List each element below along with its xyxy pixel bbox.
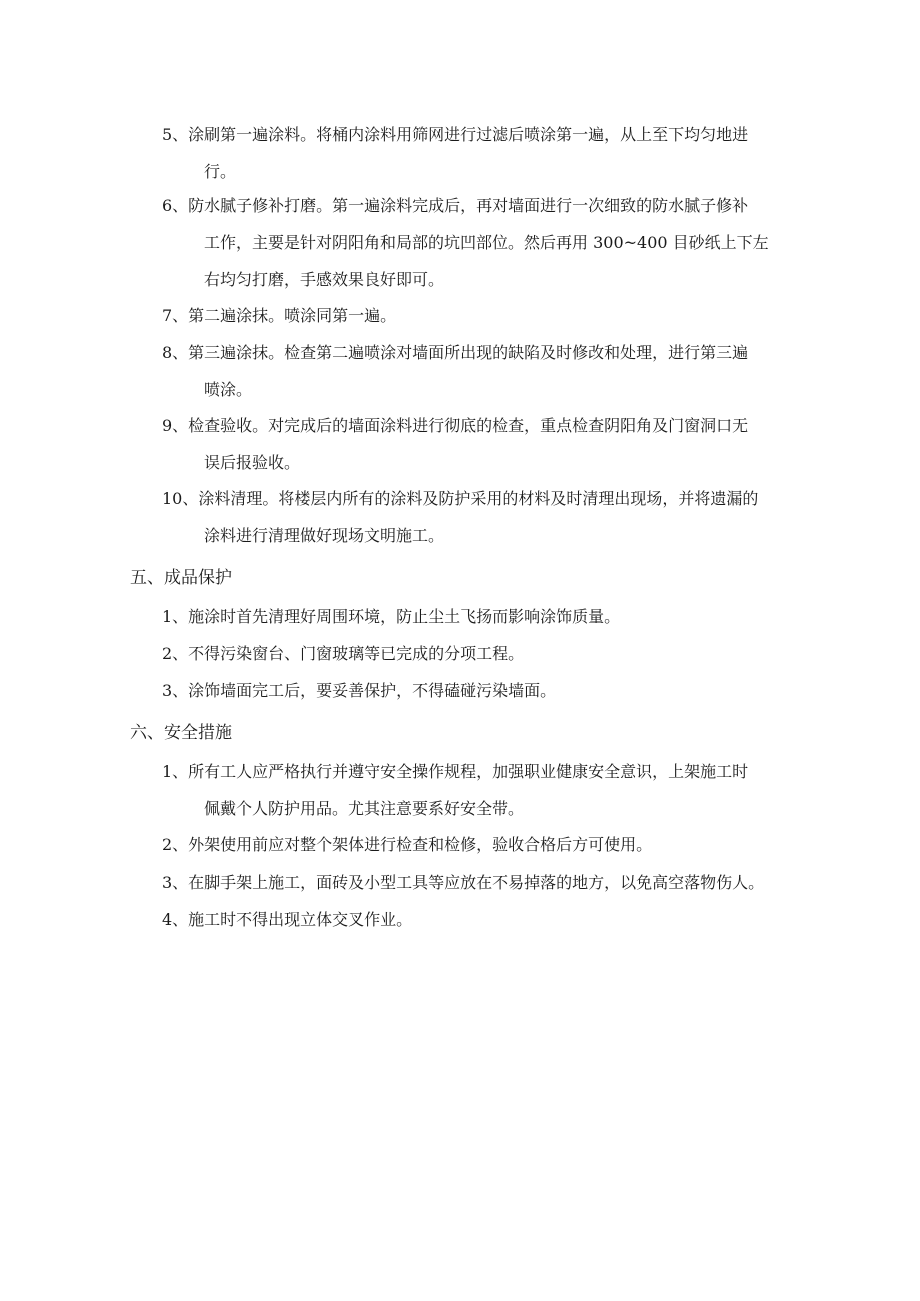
step-6-line-3: 右均匀打磨，手感效果良好即可。: [204, 270, 445, 289]
section-5-heading: 五、成品保护: [130, 568, 232, 588]
step-9-line-1: 9、检查验收。对完成后的墙面涂料进行彻底的检查，重点检查阴阳角及门窗洞口无: [162, 416, 749, 435]
section-6-item-1-line-1: 1、所有工人应严格执行并遵守安全操作规程，加强职业健康安全意识，上架施工时: [162, 762, 749, 781]
section-5-item-2-text: 2、不得污染窗台、门窗玻璃等已完成的分项工程。: [162, 644, 525, 663]
section-6-item-2: [162, 826, 652, 863]
step-5-line-1: 5、涂刷第一遍涂料。将桶内涂料用筛网进行过滤后喷涂第一遍，从上至下均匀地进: [162, 125, 749, 144]
section-6-item-1-line-2: 佩戴个人防护用品。尤其注意要系好安全带。: [204, 799, 525, 818]
section-5-item-3: [162, 672, 556, 709]
step-10-line-1: 10、涂料清理。将楼层内所有的涂料及防护采用的材料及时清理出现场，并将遗漏的: [162, 489, 759, 508]
step-7-line-1: 7、第二遍涂抹。喷涂同第一遍。: [162, 306, 397, 325]
step-8-line-1: 8、第三遍涂抹。检查第二遍喷涂对墙面所出现的缺陷及时修改和处理，进行第三遍: [162, 343, 749, 362]
step-8: [162, 334, 748, 408]
step-6-line-1: 6、防水腻子修补打磨。第一遍涂料完成后，再对墙面进行一次细致的防水腻子修补: [162, 196, 749, 215]
section-5-item-1-text: 1、施涂时首先清理好周围环境，防止尘土飞扬而影响涂饰质量。: [162, 607, 621, 626]
section-6-item-3: [162, 864, 764, 901]
step-5: [162, 116, 748, 190]
step-9: [162, 407, 748, 481]
step-5-line-2: 行。: [204, 162, 237, 181]
section-5-item-3-text: 3、涂饰墙面完工后，要妥善保护，不得磕碰污染墙面。: [162, 681, 557, 700]
section-5-item-1: [162, 598, 620, 635]
section-6-item-1: [162, 753, 748, 827]
step-6-line-2: 工作，主要是针对阴阳角和局部的坑凹部位。然后再用 300~400 目砂纸上下左: [204, 233, 769, 252]
step-7: [162, 297, 396, 334]
section-6-item-4-text: 4、施工时不得出现立体交叉作业。: [162, 910, 413, 929]
step-6: [162, 187, 769, 298]
step-9-line-2: 误后报验收。: [204, 453, 301, 472]
section-5-item-2: [162, 635, 524, 672]
section-6-item-4: [162, 901, 412, 938]
step-10: [162, 480, 758, 554]
section-6-heading: 六、安全措施: [130, 723, 232, 743]
section-6-item-2-text: 2、外架使用前应对整个架体进行检查和检修，验收合格后方可使用。: [162, 835, 653, 854]
section-6-item-3-text: 3、在脚手架上施工，面砖及小型工具等应放在不易掉落的地方，以免高空落物伤人。: [162, 873, 765, 892]
step-10-line-2: 涂料进行清理做好现场文明施工。: [204, 526, 445, 545]
step-8-line-2: 喷涂。: [204, 380, 253, 399]
